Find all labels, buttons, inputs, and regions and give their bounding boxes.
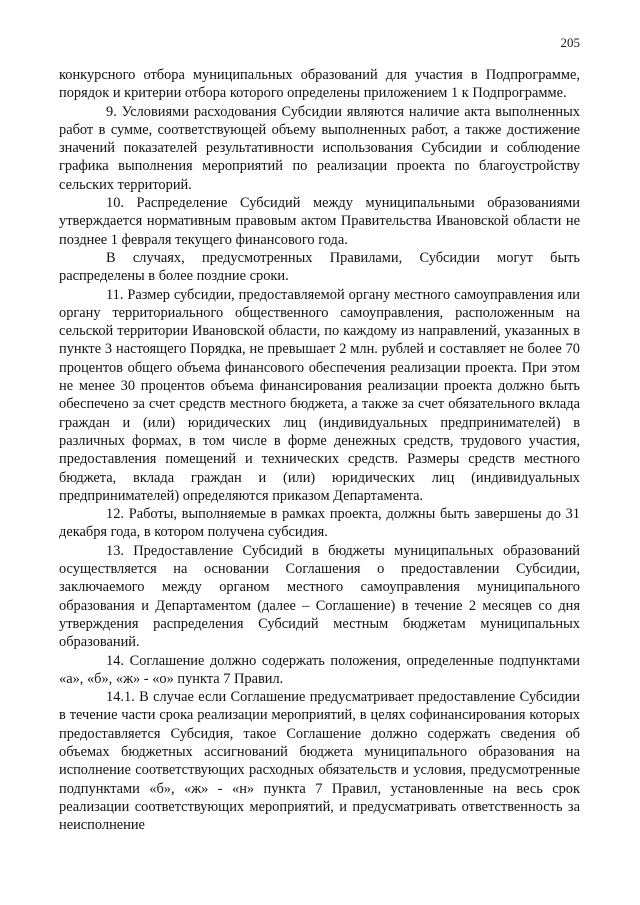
paragraph-10-note: В случаях, предусмотренных Правилами, Субсидии могут быть распределены в более поздние сроки. <box>59 249 580 285</box>
paragraph-10: 10. Распределение Субсидий между муниципальными образованиями утверждается нормативным правовым актом Правительства Ивановской области не позднее 1 февраля текущего финансового года. <box>59 195 580 248</box>
paragraph-9: 9. Условиями расходования Субсидии являются наличие акта выполненных работ в сумме, соответствующей объему выполненных работ, а также достижение значений показателей результативности использования Субсидии и соблюдение графика выполнения мероприятий по реализации проекта по благоустройству сельских территорий. <box>59 103 580 193</box>
document-body <box>59 66 580 834</box>
paragraph-continuation: конкурсного отбора муниципальных образований для участия в Подпрограмме, порядок и критерии отбора которого определены приложением 1 к Подпрограмме. <box>59 67 580 102</box>
paragraph-11: 11. Размер субсидии, предоставляемой органу местного самоуправления или органу территориального общественного самоуправления, расположенным на сельской территории Ивановской области, по каждому из направлений, указанных в пункте 3 настоящего Порядка, не превышает 2 млн. рублей и составляет не более 70 процентов общего объема финансового обеспечения реализации проекта. При этом не менее 30 процентов объема финансирования реализации проекта должно быть обеспечено за счет средств местного бюджета, а также за счет обязательного вклада граждан и (или) юридических лиц (индивидуальных предпринимателей) в различных формах, в том числе в форме денежных средств, трудового участия, предоставления помещений и технических средств. Размеры средств местного бюджета, вклада граждан и (или) юридических лиц (индивидуальных предпринимателей) определяются приказом Департамента. <box>59 286 580 504</box>
paragraph-13: 13. Предоставление Субсидий в бюджеты муниципальных образований осуществляется на основании Соглашения о предоставлении Субсидии, заключаемого между органом местного самоуправления муниципального образования и Департаментом (далее – Соглашение) в течение 2 месяцев со дня утверждения распределения Субсидий местным бюджетам муниципальных образований. <box>59 542 580 651</box>
paragraph-12: 12. Работы, выполняемые в рамках проекта, должны быть завершены до 31 декабря года, в котором получена субсидия. <box>59 506 580 541</box>
paragraph-14: 14. Соглашение должно содержать положения, определенные подпунктами «а», «б», «ж» - «о» пункта 7 Правил. <box>59 652 580 687</box>
paragraph-14-1: 14.1. В случае если Соглашение предусматривает предоставление Субсидии в течение части срока реализации мероприятий, в целях софинансирования которых предоставляется Субсидия, такое Соглашение должно содержать сведения об объемах бюджетных ассигнований бюджета муниципального образования на исполнение соответствующих расходных обязательств и условия, предусмотренные подпунктами «б», «ж» - «н» пункта 7 Правил, установленные на весь срок реализации соответствующих мероприятий, и предусматривать ответственность за неисполнение <box>59 689 580 834</box>
page-number: 205 <box>560 35 580 50</box>
